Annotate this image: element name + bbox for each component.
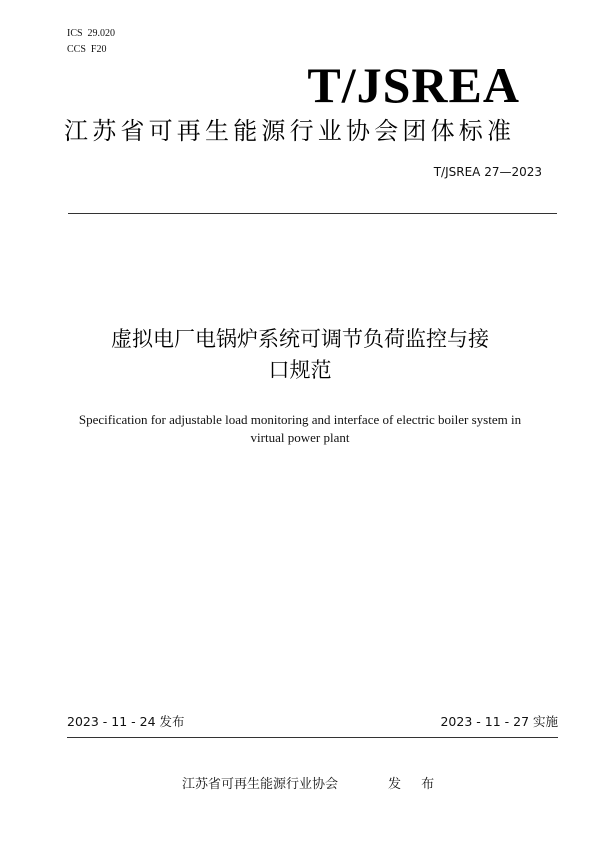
header-divider (68, 213, 557, 214)
title-english-line-2: virtual power plant (250, 430, 350, 445)
footer-divider (67, 737, 558, 738)
ccs-code: CCS F20 (67, 44, 107, 55)
association-standard-header: 江苏省可再生能源行业协会团体标准 (64, 117, 516, 145)
publish-label: 发 布 (388, 777, 443, 792)
document-title-english (60, 411, 540, 447)
title-chinese-line-2: 口规范 (268, 358, 332, 382)
standard-number: T/JSREA 27—2023 (433, 165, 542, 179)
ics-code: ICS 29.020 (67, 28, 116, 39)
title-english-line-1: Specification for adjustable load monitoring and interface of electric boiler system in (78, 412, 522, 427)
document-title-chinese (60, 324, 540, 386)
issue-date: 2023 - 11 - 24 发布 (67, 714, 185, 729)
standard-code-logo: T/JSREA (307, 57, 520, 113)
publisher-name: 江苏省可再生能源行业协会 (182, 777, 339, 792)
implementation-date: 2023 - 11 - 27 实施 (440, 714, 558, 729)
title-chinese-line-1: 虚拟电厂电锅炉系统可调节负荷监控与接 (111, 327, 489, 351)
